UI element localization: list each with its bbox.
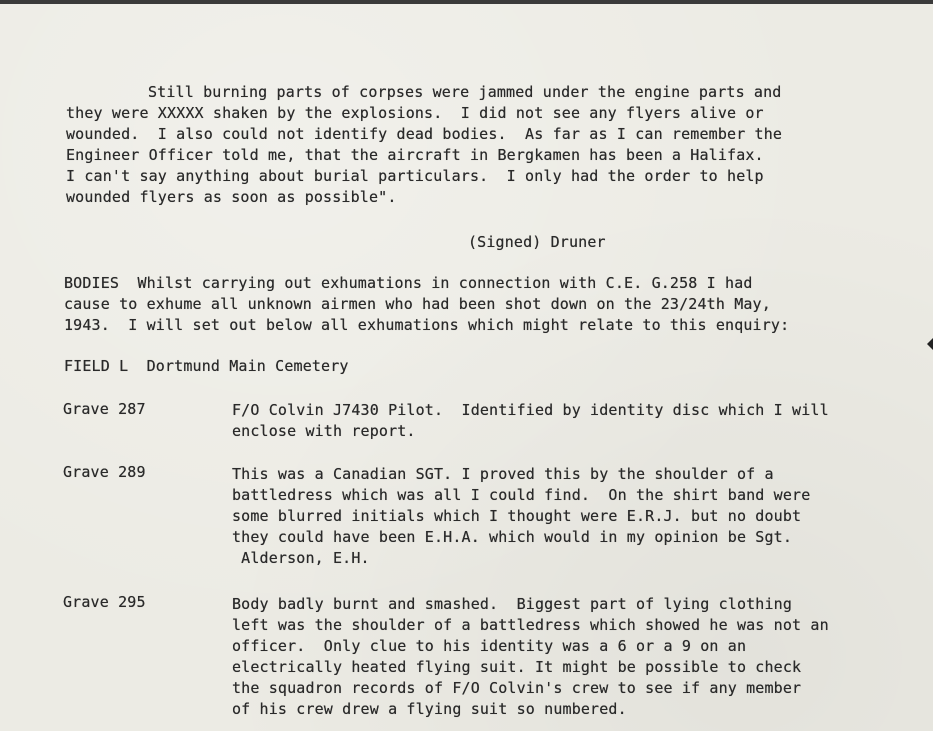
bodies-line: BODIES Whilst carrying out exhumations in connection with C.E. G.258 I had [64,274,753,292]
paragraph-line: wounded. I also could not identify dead bodies. As far as I can remember the [66,125,783,143]
grave-label: Grave 295 [63,593,146,611]
grave-label: Grave 287 [63,400,146,418]
paragraph-line: Still burning parts of corpses were jammed under the engine parts and [148,83,782,101]
bodies-line: 1943. I will set out below all exhumations which might relate to this enquiry: [64,316,790,334]
grave-text-line: F/O Colvin J7430 Pilot. Identified by identity disc which I will [232,401,829,419]
bodies-line: cause to exhume all unknown airmen who had been shot down on the 23/24th May, [64,295,771,313]
grave-text-line: Alderson, E.H. [232,549,370,567]
grave-text-line: battledress which was all I could find. On the shirt band were [232,486,811,504]
grave-text-line: This was a Canadian SGT. I proved this by the shoulder of a [232,465,774,483]
grave-text-line: they could have been E.H.A. which would in my opinion be Sgt. [232,528,793,546]
grave-text-line: some blurred initials which I thought were E.R.J. but no doubt [232,507,802,525]
grave-text-line: left was the shoulder of a battledress which showed he was not an [232,616,829,634]
grave-text-line: electrically heated flying suit. It might be possible to check [232,658,802,676]
signature-line: (Signed) Druner [468,233,606,251]
paragraph-line: they were XXXXX shaken by the explosions. I did not see any flyers alive or [66,104,764,122]
page-top-border [0,0,933,4]
field-heading: FIELD L Dortmund Main Cemetery [64,357,349,375]
paragraph-line: wounded flyers as soon as possible". [66,188,397,206]
paragraph-line: Engineer Officer told me, that the aircraft in Bergkamen has been a Halifax. [66,146,764,164]
grave-text-line: of his crew drew a flying suit so numbered. [232,700,627,718]
page-edge-mark [927,338,933,350]
grave-text-line: officer. Only clue to his identity was a 6 or a 9 on an [232,637,747,655]
paragraph-line: I can't say anything about burial particulars. I only had the order to help [66,167,764,185]
grave-label: Grave 289 [63,463,146,481]
grave-text-line: enclose with report. [232,422,416,440]
grave-text-line: the squadron records of F/O Colvin's crew to see if any member [232,679,802,697]
grave-text-line: Body badly burnt and smashed. Biggest part of lying clothing [232,595,793,613]
